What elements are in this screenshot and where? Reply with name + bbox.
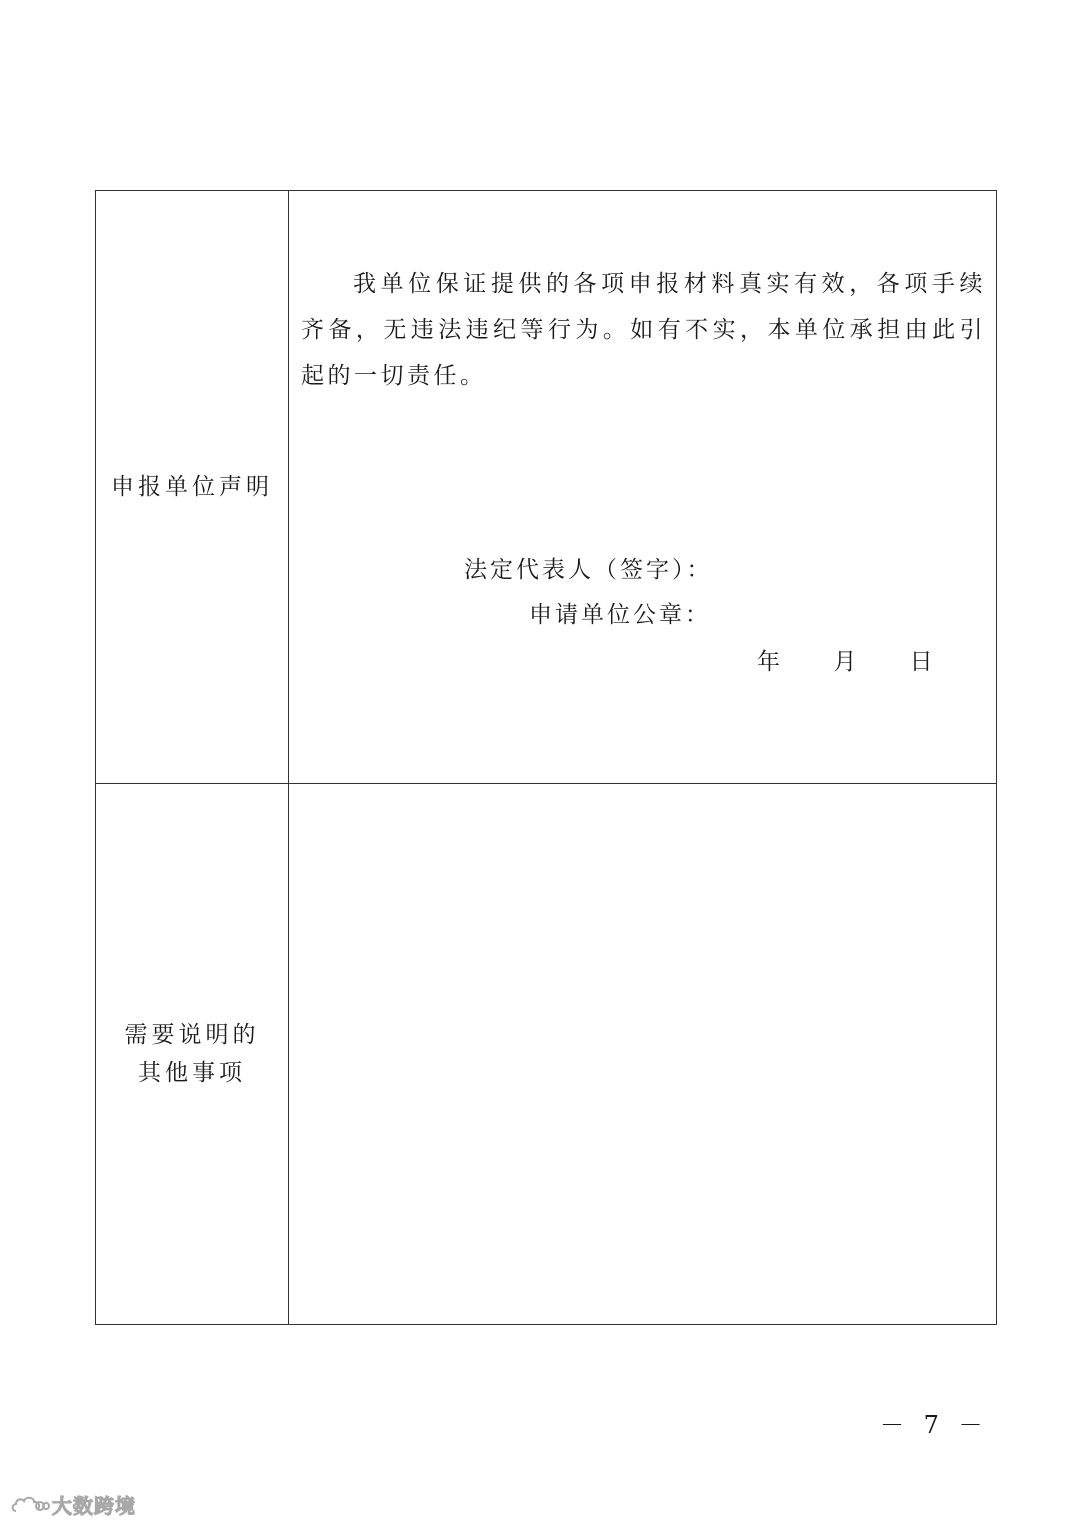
other-matters-content-cell <box>289 784 996 1324</box>
declaration-label-cell <box>96 191 289 783</box>
other-matters-label-line2: 其他事项 <box>138 1060 246 1086</box>
declaration-content-cell <box>289 191 996 783</box>
other-matters-row <box>96 784 996 1324</box>
other-matters-label-cell <box>96 784 289 1324</box>
page-number: － 7 － <box>880 1411 989 1439</box>
declaration-text: 我单位保证提供的各项申报材料真实有效，各项手续齐备，无违法违纪等行为。如有不实，本单位承担由此引起的一切责任。 <box>301 271 986 389</box>
other-matters-label-line1: 需要说明的 <box>124 1022 260 1048</box>
application-form-table <box>95 190 997 1325</box>
declaration-label: 申报单位声明 <box>111 474 273 500</box>
day-label: 日 <box>909 649 936 675</box>
date-line <box>757 643 976 676</box>
watermark <box>10 1490 136 1519</box>
legal-representative-signature-label: 法定代表人（签字）： <box>464 557 713 583</box>
month-label: 月 <box>833 649 860 675</box>
declaration-row <box>96 191 996 784</box>
watermark-text: 大数跨境 <box>52 1494 136 1518</box>
cloud-logo-icon <box>10 1493 50 1517</box>
year-label: 年 <box>757 649 783 675</box>
company-seal-label: 申请单位公章： <box>529 602 711 628</box>
